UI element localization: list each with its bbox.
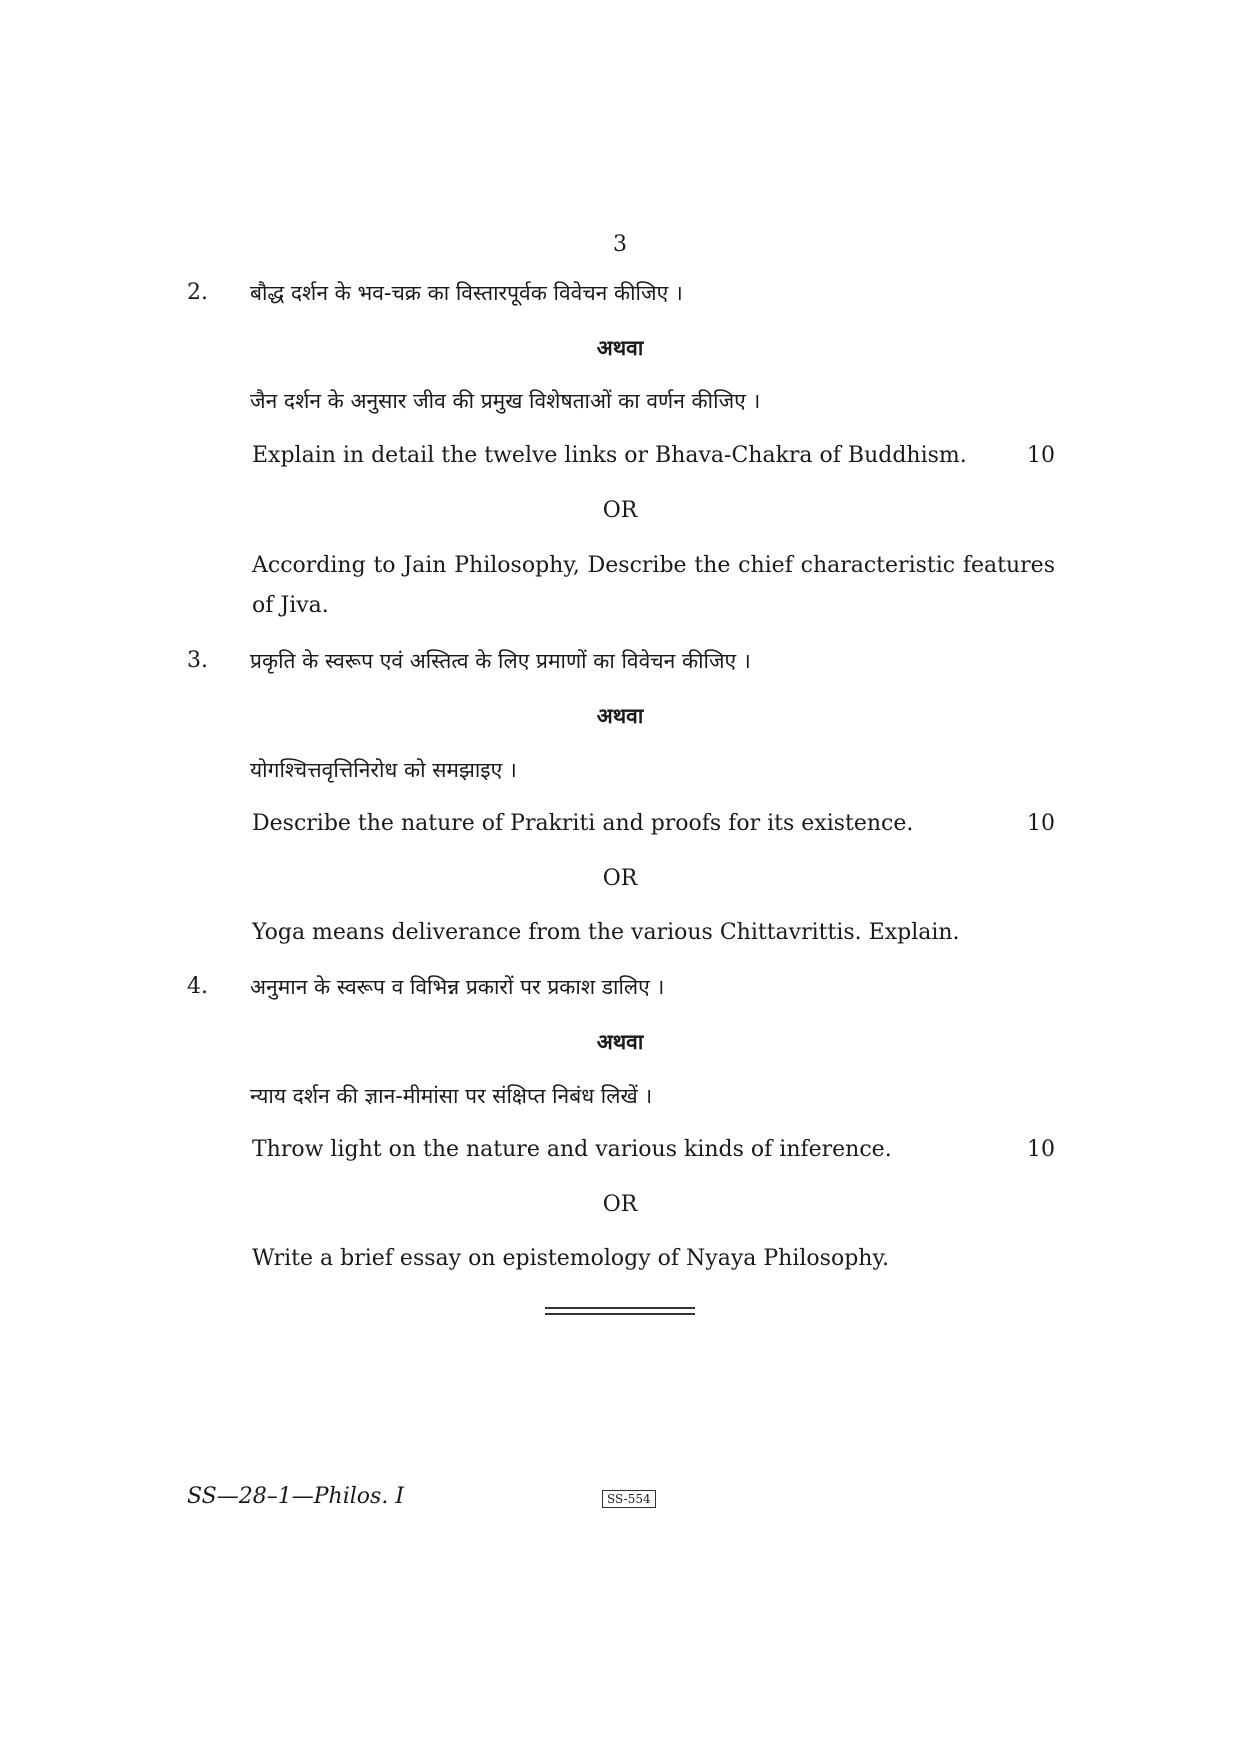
question-2-number: 2.	[187, 280, 208, 305]
question-2-marks: 10	[1027, 443, 1055, 468]
page-number: 3	[613, 232, 627, 257]
question-4-or: OR	[602, 1192, 638, 1217]
question-2-english-main: Explain in detail the twelve links or Bhava-Chakra of Buddhism.	[252, 443, 967, 468]
question-3-or: OR	[602, 866, 638, 891]
question-3-english-alt: Yoga means deliverance from the various Chittavrittis. Explain.	[252, 920, 960, 945]
footer-paper-code: SS—28–1—Philos. I	[187, 1484, 405, 1509]
question-3-english-main: Describe the nature of Prakriti and proofs for its existence.	[252, 811, 914, 836]
question-4-number: 4.	[187, 974, 208, 999]
question-2-athva: अथवा	[596, 336, 644, 360]
question-2-hindi-main: बौद्ध दर्शन के भव-चक्र का विस्तारपूर्वक विवेचन कीजिए ।	[250, 281, 683, 305]
question-2-english-alt: According to Jain Philosophy, Describe the chief characteristic features of Jiva.	[252, 553, 1055, 618]
question-4-english-alt: Write a brief essay on epistemology of Nyaya Philosophy.	[252, 1246, 889, 1271]
question-4-hindi-alt: न्याय दर्शन की ज्ञान-मीमांसा पर संक्षिप्त निबंध लिखें ।	[250, 1084, 653, 1108]
footer-box-code: SS-554	[602, 1490, 656, 1508]
question-4-hindi-main: अनुमान के स्वरूप व विभिन्न प्रकारों पर प्रकाश डालिए ।	[250, 975, 665, 999]
question-3-marks: 10	[1027, 811, 1055, 836]
question-2-hindi-alt: जैन दर्शन के अनुसार जीव की प्रमुख विशेषताओं का वर्णन कीजिए ।	[250, 389, 761, 413]
question-3-hindi-main: प्रकृति के स्वरूप एवं अस्तित्व के लिए प्रमाणों का विवेचन कीजिए ।	[250, 649, 751, 673]
question-2-or: OR	[602, 498, 638, 523]
question-4-english-main: Throw light on the nature and various kinds of inference.	[252, 1137, 892, 1162]
question-4-marks: 10	[1027, 1137, 1055, 1162]
question-4-athva: अथवा	[596, 1030, 644, 1054]
end-double-rule	[545, 1307, 695, 1315]
question-3-number: 3.	[187, 648, 208, 673]
question-3-athva: अथवा	[596, 704, 644, 728]
question-3-hindi-alt: योगश्चित्तवृत्तिनिरोध को समझाइए ।	[250, 758, 517, 782]
